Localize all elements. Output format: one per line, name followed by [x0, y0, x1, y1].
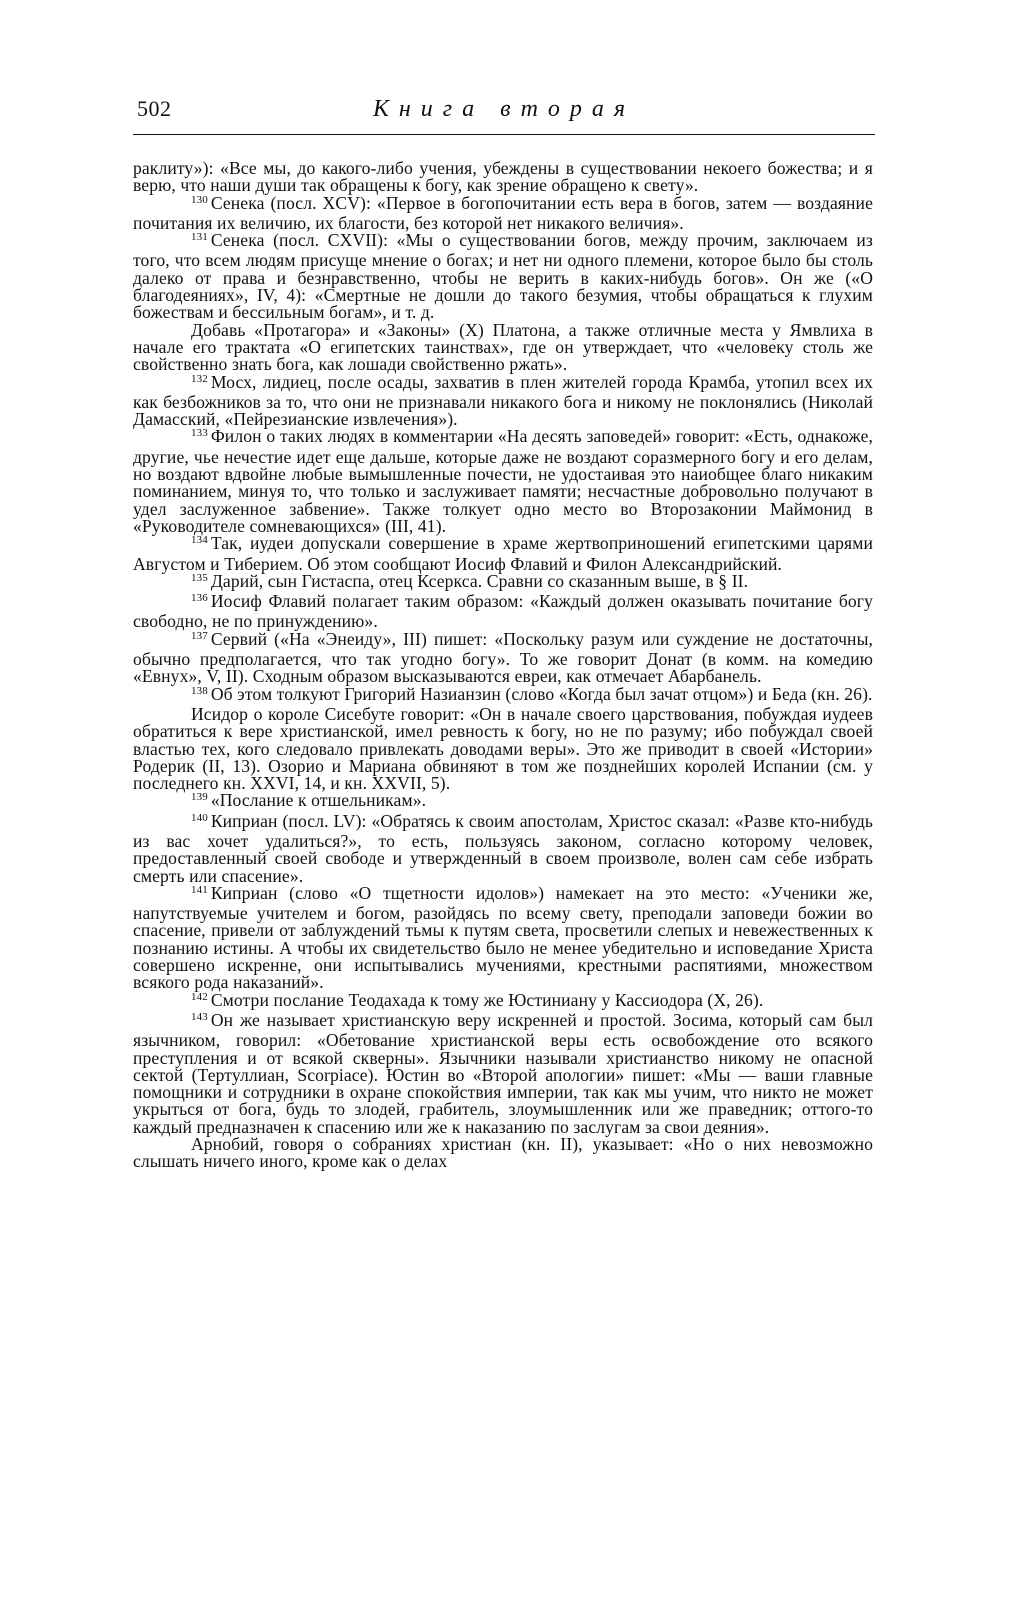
paragraph-text: Сервий («На «Энеиду», III) пишет: «Поскольку разум или суждение не достаточны, обычно предполагается, что так угодно богу». То же говорит Донат (в комм. на комедию «Евнух», V, II). Сходным образом высказываются евреи, как отмечает Абарбанель.	[133, 628, 873, 687]
footnote-number: 137	[191, 629, 208, 642]
footnote-134	[133, 535, 873, 573]
page-header	[133, 96, 875, 130]
paragraph-text: Сенека (посл. XCV): «Первое в богопочитании есть вера в богов, затем — воздаяние почитания их величию, их благости, без которой нет никакого величия».	[133, 192, 873, 233]
paragraph-text: Иосиф Флавий полагает таким образом: «Каждый должен оказывать почитание богу свободно, не по принуждению».	[133, 591, 873, 632]
paragraph	[133, 319, 873, 375]
paragraph-text: Дарий, сын Гистаспа, отец Ксеркса. Сравни со сказанным выше, в § II.	[210, 570, 749, 591]
footnote-135	[133, 570, 873, 593]
paragraph-text: Так, иудеи допускали совершение в храме жертвоприношений египетскими царями Августом и Тиберием. Об этом сообщают Иосиф Флавий и Филон Александрийский.	[133, 533, 873, 574]
footnote-number: 135	[191, 571, 208, 584]
footnote-132	[133, 371, 873, 430]
footnote-number: 143	[191, 1010, 208, 1023]
footnote-142	[133, 989, 873, 1012]
footnote-139	[133, 792, 873, 812]
footnote-number: 133	[191, 427, 208, 440]
paragraph	[133, 703, 873, 794]
footnote-143	[133, 1009, 873, 1137]
footnotes-text	[133, 160, 873, 1171]
paragraph-text: Добавь «Протагора» и «Законы» (X) Платона, а также отличные места у Ямвлиха в начале его трактата «О египетских таинствах», где он утверждает, что «человеку столь же свойственно знать бога, как лошади свойственно ржать».	[133, 319, 873, 375]
paragraph-text: Мосх, лидиец, после осады, захватив в плен жителей города Крамба, утопил всех их как безбожников за то, что они не признавали никакого бога и никому не поклонялись (Николай Дамасский, «Пейрезианские извлечения»).	[133, 371, 873, 430]
paragraph-text: Сенека (посл. CXVII): «Мы о существовании богов, между прочим, заключаем из того, что всем людям присуще мнение о богах; и нет ни одного племени, которое было бы столь далеко от права и безнравственно, чтобы не верить в каких-нибудь богов». Он же («О благодеяниях», IV, 4): «Смертные не дошли до такого безумия, чтобы обращаться к глухим божествам и бессильным богам», и т. д.	[133, 230, 873, 323]
paragraph-text: Киприан (слово «О тщетности идолов») намекает на это место: «Ученики же, напутствуемые учителем и богом, разойдясь по всему свету, преподали заповеди божии во спасение, привели от заблуждений тьмы к путям света, просветили слепых и невежественных к познанию истины. А чтобы их свидетельство было не менее убедительно и исповедание Христа совершено искренне, они испытывались мучениями, крестными распятиями, множеством всякого рода наказаний».	[133, 882, 873, 993]
footnote-130	[133, 192, 873, 233]
footnote-number: 131	[191, 231, 208, 244]
paragraph-text: «Послание к отшельникам».	[210, 790, 427, 811]
paragraph-text: Исидор о короле Сисебуте говорит: «Он в начале своего царствования, побуждая иудеев обратиться к вере христианской, имел ревность к богу, но не по разуму; ибо побуждал своей властью тех, кого следовало привлекать доводами веры». Это же приводит в своей «Истории» Родерик (II, 13). Озорио и Мариана обвиняют в том же позднейших королей Испании (см. у последнего кн. XXVI, 14, и кн. XXVII, 5).	[133, 703, 873, 794]
paragraph-text: Филон о таких людях в комментарии «На десять заповедей» говорит: «Есть, однакоже, другие, чье нечестие идет еще дальше, которые даже не воздают соразмерного богу и его делам, но воздают вдвойне любые вымышленные почести, не удостаивая это наиобщее благо никаким поминанием, минуя то, что только и заслуживает памяти; несчастные добровольно получают в удел заслуженное забвение». Также толкует одно место во Второзаконии Маймонид в «Руководителе сомневающихся» (III, 41).	[133, 426, 873, 536]
footnote-131	[133, 232, 873, 321]
footnote-133	[133, 428, 873, 535]
paragraph-text: Об этом толкуют Григорий Назианзин (слово «Когда был зачат отцом») и Беда (кн. 26).	[210, 683, 873, 704]
footnote-number: 134	[191, 534, 208, 547]
running-title: Книга вторая	[372, 96, 636, 122]
footnote-number: 139	[191, 791, 208, 804]
paragraph-text: Он же называет христианскую веру искренней и простой. Зосима, который сам был язычником, говорил: «Обетование христианской веры есть освобождение ото всякого преступления и от всякой скверны». Язычники называли христианство никому не опасной сектой (Тертуллиан, Scorpiace). Юстин во «Второй апологии» пишет: «Мы — ваши главные помощники и сотрудники в охране спокойствия империи, так как мы учим, что никто не может укрыться от бога, будь то злодей, грабитель, злоумышленник или же праведник; оттого-то каждый предназначен к спасению или же к наказанию по заслугам за свои деяния».	[133, 1009, 873, 1137]
page-number: 502	[137, 96, 172, 121]
header-rule	[133, 134, 875, 135]
paragraph-text: Смотри послание Теодахада к тому же Юстиниану у Кассиодора (X, 26).	[210, 989, 764, 1010]
footnote-number: 142	[191, 990, 208, 1003]
paragraph-text: Киприан (посл. LV): «Обратясь к своим апостолам, Христос сказал: «Разве кто-нибудь из вас хочет удалиться?», то есть, пользуясь законом, согласно которому человек, предоставленный своей свободе и утвержденный в своем произволе, волен сам себе избрать смерть или спасение».	[133, 810, 873, 886]
footnote-number: 140	[191, 811, 208, 824]
footnote-137	[133, 628, 873, 687]
footnote-number: 136	[191, 592, 208, 605]
footnote-138	[133, 683, 873, 706]
footnote-140	[133, 810, 873, 886]
paragraph	[133, 1136, 873, 1171]
footnote-number: 141	[191, 883, 208, 896]
footnote-number: 130	[191, 193, 208, 206]
paragraph-text: Арнобий, говоря о собраниях христиан (кн. II), указывает: «Но о них невозможно слышать ничего иного, кроме как о делах	[133, 1134, 873, 1172]
footnote-number: 138	[191, 684, 208, 697]
footnote-number: 132	[191, 372, 208, 385]
footnote-141	[133, 882, 873, 993]
footnote-136	[133, 593, 873, 631]
paragraph-text: раклиту»): «Все мы, до какого-либо учения, убеждены в существовании некоего божества; и я верю, что наши души так обращены к богу, как зрение обращено к свету».	[133, 158, 873, 196]
paragraph	[133, 160, 873, 195]
